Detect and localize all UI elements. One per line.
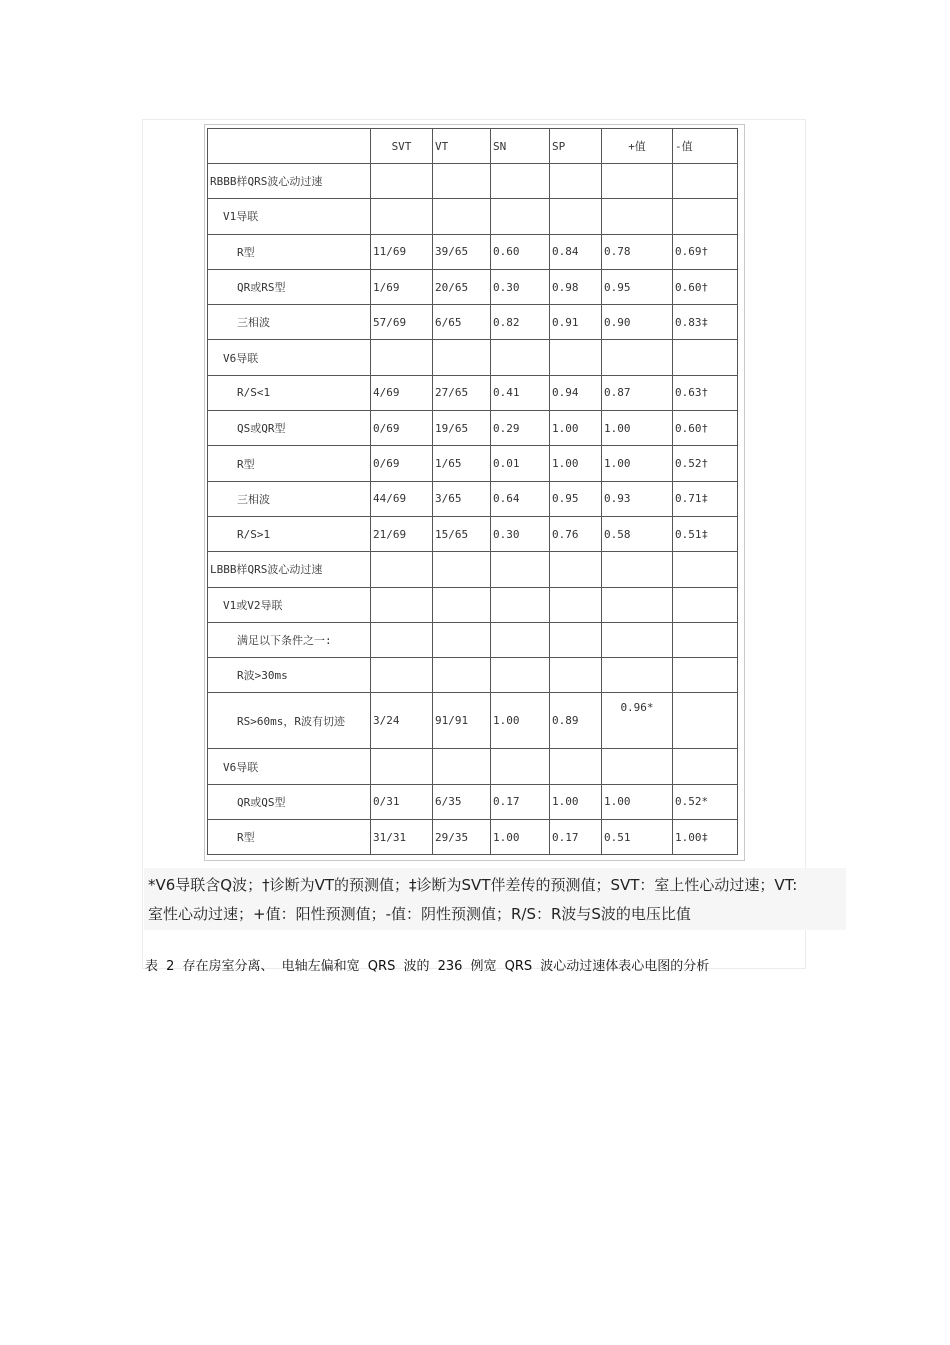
value-cell (491, 658, 550, 693)
value-cell (371, 340, 433, 375)
table-row (208, 164, 738, 199)
value-cell: 0.41 (491, 375, 550, 410)
value-cell: 0.90 (602, 305, 673, 340)
value-cell (433, 658, 491, 693)
value-cell (550, 199, 602, 234)
value-cell: 0.69† (673, 234, 738, 269)
value-cell: 15/65 (433, 516, 491, 551)
value-cell: 1.00 (491, 693, 550, 749)
header-cell: VT (433, 129, 491, 164)
table-row (208, 305, 738, 340)
value-cell: 44/69 (371, 481, 433, 516)
value-cell (673, 164, 738, 199)
value-cell (371, 622, 433, 657)
value-cell (673, 693, 738, 749)
value-cell: 29/35 (433, 820, 491, 855)
value-cell (550, 552, 602, 587)
value-cell: 1/65 (433, 446, 491, 481)
value-cell (491, 749, 550, 784)
value-cell (491, 199, 550, 234)
value-cell: 0/69 (371, 411, 433, 446)
value-cell: 21/69 (371, 516, 433, 551)
table-row (208, 784, 738, 819)
value-cell: 0.96* (602, 693, 673, 749)
value-cell: 27/65 (433, 375, 491, 410)
value-cell (550, 749, 602, 784)
value-cell: 0.82 (491, 305, 550, 340)
row-label-cell: 满足以下条件之一: (208, 622, 371, 657)
row-label-cell: QR或RS型 (208, 269, 371, 304)
value-cell (433, 340, 491, 375)
value-cell: 0.93 (602, 481, 673, 516)
value-cell (433, 587, 491, 622)
header-cell: +值 (602, 129, 673, 164)
value-cell: 0.76 (550, 516, 602, 551)
row-label-cell: V6导联 (208, 340, 371, 375)
row-label-cell: V6导联 (208, 749, 371, 784)
row-label-cell: 三相波 (208, 305, 371, 340)
value-cell (550, 658, 602, 693)
value-cell (550, 587, 602, 622)
table-row (208, 446, 738, 481)
value-cell (602, 622, 673, 657)
table-row (208, 516, 738, 551)
value-cell: 39/65 (433, 234, 491, 269)
value-cell: 0.17 (550, 820, 602, 855)
value-cell (602, 340, 673, 375)
header-cell: -值 (673, 129, 738, 164)
value-cell: 0.60† (673, 411, 738, 446)
value-cell: 0.87 (602, 375, 673, 410)
value-cell (433, 164, 491, 199)
value-cell (491, 340, 550, 375)
value-cell: 0.52* (673, 784, 738, 819)
value-cell: 91/91 (433, 693, 491, 749)
table-row (208, 340, 738, 375)
value-cell (491, 587, 550, 622)
value-cell (433, 199, 491, 234)
value-cell: 20/65 (433, 269, 491, 304)
value-cell: 0.01 (491, 446, 550, 481)
value-cell: 0.64 (491, 481, 550, 516)
value-cell (371, 199, 433, 234)
value-cell (673, 199, 738, 234)
ecg-analysis-table (207, 128, 738, 855)
row-label-cell: R型 (208, 446, 371, 481)
table-row (208, 199, 738, 234)
value-cell (673, 587, 738, 622)
value-cell: 0.78 (602, 234, 673, 269)
value-cell: 0.60 (491, 234, 550, 269)
value-cell (433, 622, 491, 657)
value-cell: 4/69 (371, 375, 433, 410)
row-label-cell: V1或V2导联 (208, 587, 371, 622)
value-cell: 6/35 (433, 784, 491, 819)
table-row (208, 552, 738, 587)
row-label-cell: 三相波 (208, 481, 371, 516)
value-cell (673, 658, 738, 693)
value-cell (602, 749, 673, 784)
value-cell: 1.00 (602, 784, 673, 819)
value-cell: 1.00 (550, 446, 602, 481)
value-cell: 0.94 (550, 375, 602, 410)
value-cell: 31/31 (371, 820, 433, 855)
table-caption: 表 2 存在房室分离、 电轴左偏和宽 QRS 波的 236 例宽 QRS 波心动过速体表心电图的分析 (145, 959, 710, 974)
value-cell: 0.63† (673, 375, 738, 410)
value-cell: 0.30 (491, 516, 550, 551)
value-cell (371, 164, 433, 199)
header-cell: SP (550, 129, 602, 164)
footnote-line-2: 室性心动过速；+值：阳性预测值；-值：阴性预测值；R/S：R波与S波的电压比值 (148, 905, 691, 923)
value-cell: 1.00 (602, 446, 673, 481)
value-cell: 57/69 (371, 305, 433, 340)
value-cell (602, 658, 673, 693)
row-label-cell: QR或QS型 (208, 784, 371, 819)
value-cell (491, 552, 550, 587)
row-label-cell: R型 (208, 820, 371, 855)
value-cell: 0.91 (550, 305, 602, 340)
table-row (208, 375, 738, 410)
header-cell: SVT (371, 129, 433, 164)
table-row (208, 587, 738, 622)
value-cell: 0.60† (673, 269, 738, 304)
value-cell: 0.95 (550, 481, 602, 516)
table-row (208, 749, 738, 784)
header-cell: SN (491, 129, 550, 164)
row-label-cell: RS>60ms，R波有切迹 (208, 693, 371, 749)
row-label-cell: QS或QR型 (208, 411, 371, 446)
value-cell: 0.71‡ (673, 481, 738, 516)
value-cell: 0.30 (491, 269, 550, 304)
row-label-cell: R/S>1 (208, 516, 371, 551)
row-label-cell: R波>30ms (208, 658, 371, 693)
value-cell (371, 749, 433, 784)
value-cell: 3/24 (371, 693, 433, 749)
value-cell: 0/31 (371, 784, 433, 819)
value-cell: 1.00 (602, 411, 673, 446)
table-row (208, 622, 738, 657)
row-label-cell: V1导联 (208, 199, 371, 234)
value-cell: 1.00‡ (673, 820, 738, 855)
value-cell: 19/65 (433, 411, 491, 446)
value-cell: 1/69 (371, 269, 433, 304)
value-cell: 11/69 (371, 234, 433, 269)
value-cell: 0.84 (550, 234, 602, 269)
value-cell (602, 164, 673, 199)
value-cell (433, 749, 491, 784)
table-row (208, 481, 738, 516)
value-cell: 1.00 (550, 411, 602, 446)
value-cell (491, 164, 550, 199)
value-cell: 0.89 (550, 693, 602, 749)
table-row (208, 234, 738, 269)
table-row (208, 693, 738, 749)
header-cell-blank (208, 129, 371, 164)
value-cell: 0.29 (491, 411, 550, 446)
value-cell (673, 552, 738, 587)
table-row (208, 658, 738, 693)
value-cell: 0.17 (491, 784, 550, 819)
value-cell: 0.98 (550, 269, 602, 304)
footnote-line-1: *V6导联含Q波；†诊断为VT的预测值；‡诊断为SVT伴差传的预测值；SVT：室上性心动过速；VT: (148, 876, 798, 894)
value-cell (550, 340, 602, 375)
row-label-cell: LBBB样QRS波心动过速 (208, 552, 371, 587)
row-label-cell: RBBB样QRS波心动过速 (208, 164, 371, 199)
value-cell (550, 164, 602, 199)
value-cell: 3/65 (433, 481, 491, 516)
value-cell: 0.95 (602, 269, 673, 304)
value-cell: 0.51 (602, 820, 673, 855)
table-header-row (208, 129, 738, 164)
value-cell (673, 749, 738, 784)
value-cell (371, 552, 433, 587)
value-cell: 1.00 (491, 820, 550, 855)
value-cell (602, 587, 673, 622)
value-cell: 0.58 (602, 516, 673, 551)
value-cell (673, 340, 738, 375)
value-cell (602, 552, 673, 587)
value-cell (602, 199, 673, 234)
value-cell (550, 622, 602, 657)
row-label-cell: R/S<1 (208, 375, 371, 410)
value-cell: 0.83‡ (673, 305, 738, 340)
value-cell: 6/65 (433, 305, 491, 340)
value-cell (433, 552, 491, 587)
value-cell: 1.00 (550, 784, 602, 819)
row-label-cell: R型 (208, 234, 371, 269)
value-cell: 0/69 (371, 446, 433, 481)
value-cell: 0.52† (673, 446, 738, 481)
value-cell (491, 622, 550, 657)
table-row (208, 411, 738, 446)
table-row (208, 269, 738, 304)
value-cell: 0.51‡ (673, 516, 738, 551)
table-footnote (144, 868, 846, 930)
value-cell (371, 658, 433, 693)
value-cell (673, 622, 738, 657)
table-row (208, 820, 738, 855)
value-cell (371, 587, 433, 622)
